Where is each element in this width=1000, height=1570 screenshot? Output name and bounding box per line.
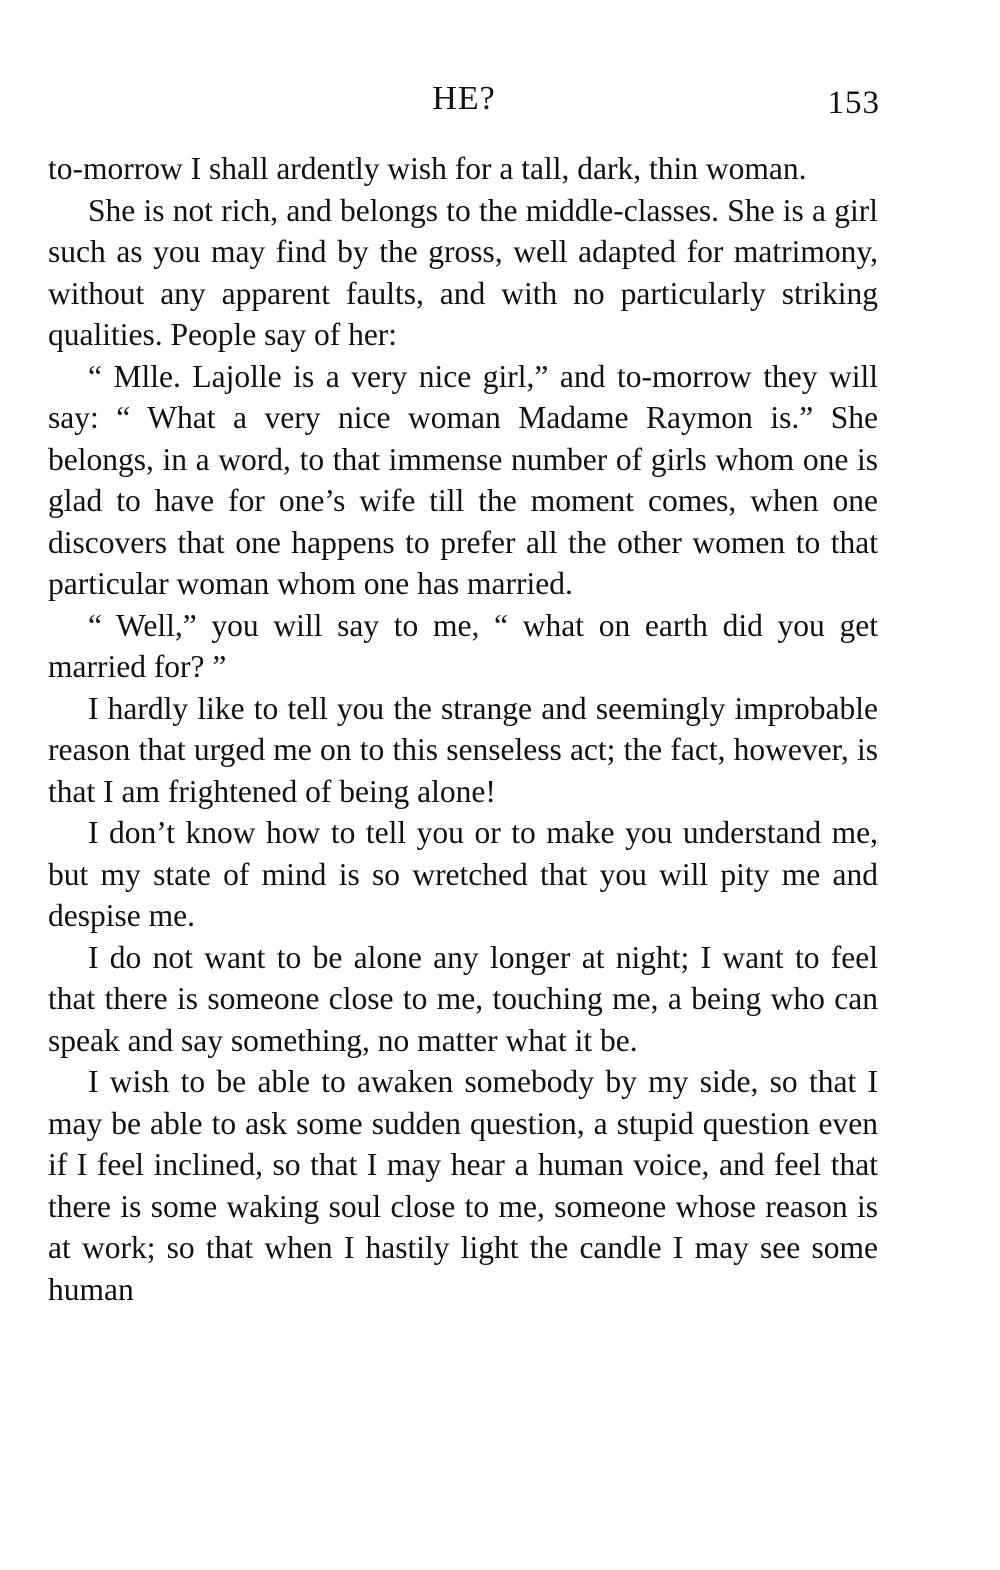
paragraph: to-morrow I shall ardently wish for a tall, dark, thin woman.	[48, 151, 807, 186]
body-text	[48, 148, 878, 1310]
paragraph: I wish to be able to awaken somebody by my side, so that I may be able to ask some sudden question, a stupid question even if I feel inclined, so that I may hear a human voice, and feel that there is some waking soul close to me, someone whose reason is at work; so that when I hastily light the candle I may see some human	[48, 1064, 878, 1307]
page-number: 153	[827, 85, 880, 121]
running-head	[48, 74, 880, 124]
paragraph: I do not want to be alone any longer at night; I want to feel that there is someone close to me, touching me, a being who can speak and say something, no matter what it be.	[48, 939, 878, 1058]
paragraph: “ Well,” you will say to me, “ what on earth did you get married for? ”	[48, 607, 878, 684]
running-title: HE?	[432, 80, 496, 117]
paragraph: “ Mlle. Lajolle is a very nice girl,” and to-morrow they will say: “ What a very nice woman Madame Raymon is.” She belongs, in a word, to that immense number of girls whom one is glad to have for one’s wife till the moment comes, when one discovers that one happens to prefer all the other women to that particular woman whom one has married.	[48, 358, 878, 601]
paragraph: I hardly like to tell you the strange and seemingly improbable reason that urged me on to this senseless act; the fact, however, is that I am frightened of being alone!	[48, 690, 878, 809]
paragraph: She is not rich, and belongs to the middle-classes. She is a girl such as you may find by the gross, well adapted for matrimony, without any apparent faults, and with no particularly striking qualities. People say of her:	[48, 192, 878, 352]
paragraph: I don’t know how to tell you or to make you understand me, but my state of mind is so wretched that you will pity me and despise me.	[48, 815, 878, 933]
